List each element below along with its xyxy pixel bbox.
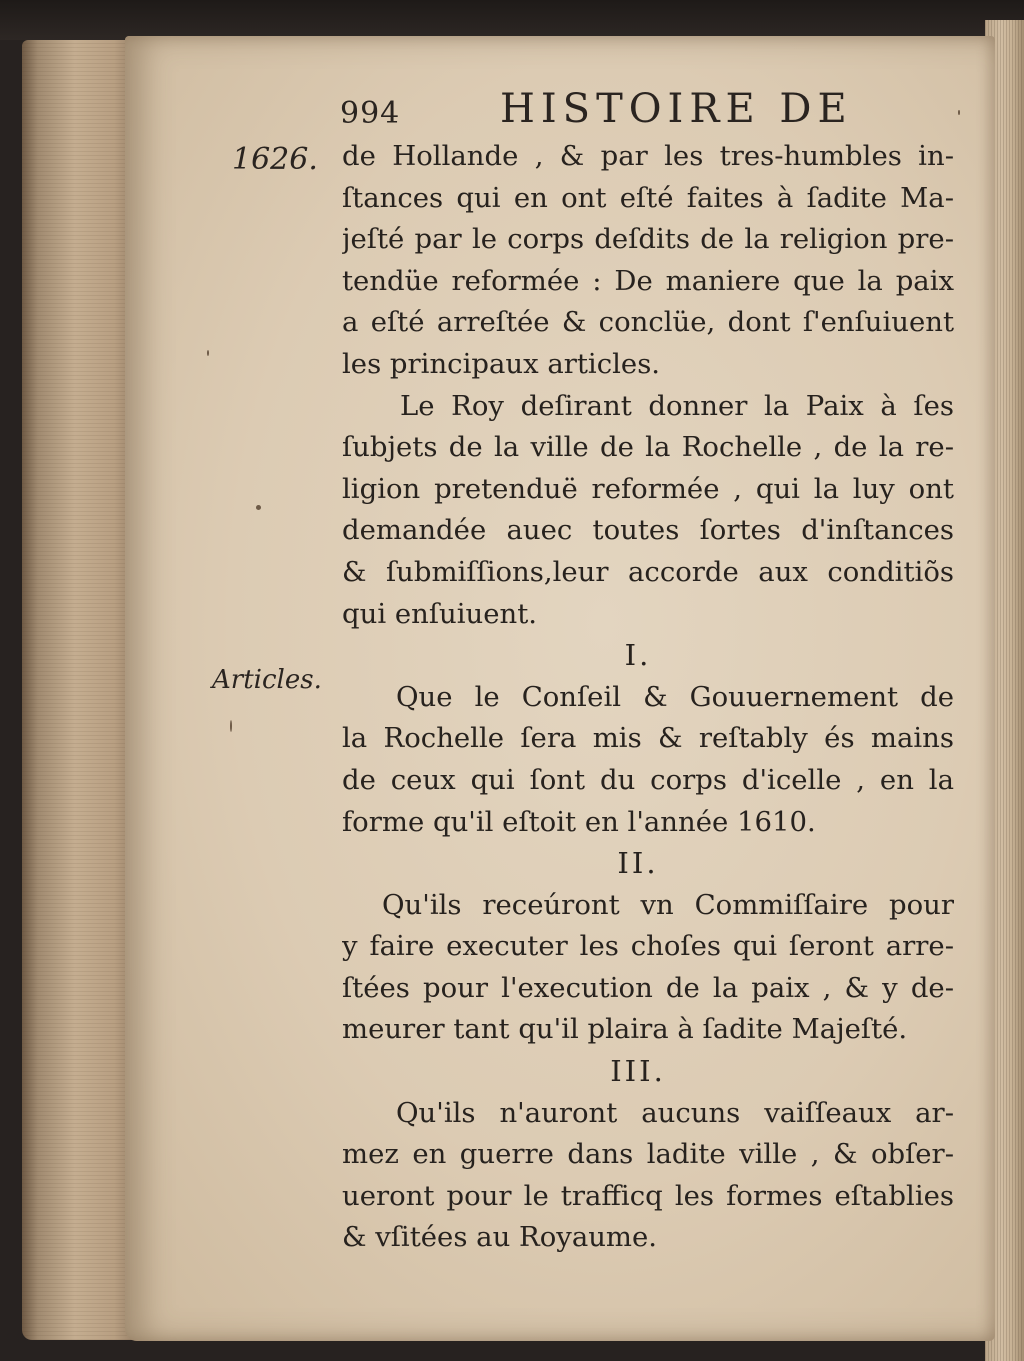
margin-articles-note: Articles.	[212, 665, 322, 695]
text-line: la Rochelle ſera mis & reſtably és mains	[342, 722, 954, 755]
text-line: Qu'ils n'auront aucuns vaiſſeaux ar-	[396, 1096, 954, 1129]
article-numeral: II.	[617, 846, 659, 881]
text-line: meurer tant qu'il plaira à ſadite Majeſté.	[342, 1013, 908, 1046]
text-line: qui enſuiuent.	[342, 597, 538, 630]
article-numeral: I.	[624, 638, 652, 673]
text-line: a eſté arreſtée & conclüe, dont ſ'enſuiuent	[342, 306, 954, 339]
margin-year: 1626.	[232, 142, 318, 177]
article-numeral: III.	[610, 1054, 666, 1089]
text-line: ligion pretenduë reformée , qui la luy ont	[342, 472, 954, 505]
text-line: ſtances qui en ont eſté faites à ſadite Ma-	[342, 181, 954, 214]
text-line: de ceux qui ſont du corps d'icelle , en la	[342, 763, 954, 796]
text-line: Qu'ils receúront vn Commiſſaire pour	[382, 888, 954, 921]
text-line: forme qu'il eſtoit en l'année 1610.	[342, 805, 816, 838]
text-line: demandée auec toutes ſortes d'inſtances	[342, 514, 954, 547]
text-line: de Hollande , & par les tres-humbles in-	[342, 140, 954, 172]
text-line: y faire executer les choſes qui ſeront arre-	[342, 930, 954, 963]
body-text	[342, 136, 954, 1259]
text-line: ſtées pour l'execution de la paix , & y de-	[342, 971, 954, 1004]
text-line: ſubjets de la ville de la Rochelle , de la re-	[342, 431, 954, 464]
text-line: & vſitées au Royaume.	[342, 1221, 658, 1254]
background-top	[0, 0, 1024, 40]
text-line: & ſubmiſſions,leur accorde aux conditiõs	[342, 555, 954, 588]
page-heading: HISTOIRE DE	[500, 86, 853, 132]
text-line: ueront pour le trafficq les formes eſtablies	[342, 1179, 954, 1212]
page-number: 994	[340, 96, 401, 131]
text-line: tendüe reformée : De maniere que la paix	[342, 264, 954, 297]
text-line: Le Roy deſirant donner la Paix à ſes	[400, 389, 954, 422]
text-line: Que le Conſeil & Gouuernement de	[396, 680, 954, 713]
text-line: les principaux articles.	[342, 347, 661, 380]
running-head	[340, 86, 940, 136]
text-line: jeſté par le corps deſdits de la religion pre-	[342, 223, 954, 256]
text-line: mez en guerre dans ladite ville , & obſer-	[342, 1138, 954, 1171]
